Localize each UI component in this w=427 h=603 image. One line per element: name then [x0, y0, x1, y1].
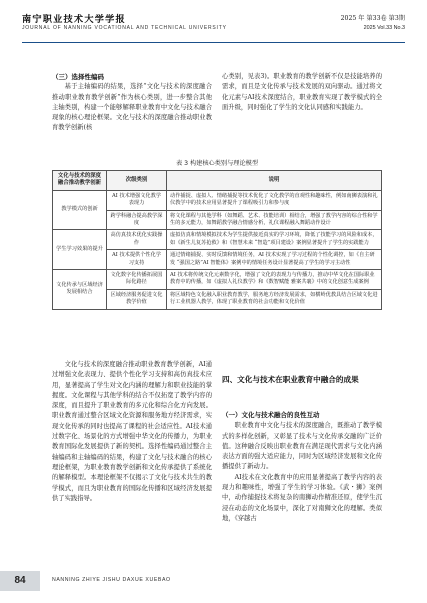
volume-issue-en: 2025 Vol.33 No.3 — [363, 25, 405, 31]
journal-header — [22, 9, 405, 43]
table-header-row — [53, 171, 382, 191]
table-cell-subcategory: 文化数字化传播拓展国际化路径 — [107, 270, 167, 290]
table-caption: 表 3 构建核心类别与理论模型 — [175, 160, 259, 167]
table-cell-subcategory: 跨学科融合提高教学深度 — [107, 210, 167, 230]
table-row — [53, 270, 382, 290]
table-cell-description: 动作捕捉、虚拟人、情绪捕捉等技术优化了文化教学的直观性和趣味性，例如南狮表演和礼仪教学中的技术应用显著提升了课程吸引力和参与度 — [167, 190, 382, 210]
table-row — [53, 230, 382, 250]
table-cell-dimension: 学生学习效果的提升 — [53, 230, 107, 270]
table-cell-subcategory: AI 技术提供个性化学习支持 — [107, 250, 167, 270]
table-header-description: 说明 — [167, 171, 382, 191]
framework-summary-paragraph: 文化与技术的深度融合推动职业教育教学创新，AI通过增强文化表现力、提供个性化学习支持和高仿真技术应用，显著提高了学生对文化内涵的理解力和职业技能的掌握度。文化课程与其他学科的结合不仅拓宽了教学内容的深度，而且提升了职业教育的多元化和综合化方向发展。职业教育通过整合区域文化资源和服务地方经济需求，实现文化传承的同时也提高了课程的社会适应性。AI技术通过数字化、场景化的方式增强中华文化的传播力，为职业教育国际化发展提供了新的契机。选择性编码通过整合主轴编码和主轴编码的结果，构建了文化与技术融合的核心理论框架，为职业教育教学创新和文化传承提供了系统化的解释模型。本理论框架不仅揭示了文化与技术共生的教学模式，而且为职业教育的国际化传播和区域经济发展提供了实践指导。 — [52, 361, 212, 502]
table-row — [53, 190, 382, 210]
journal-title-en: JOURNAL OF NANNING VOCATIONAL AND TECHNICAL UNIVERSITY — [22, 25, 227, 31]
right-column-top — [222, 72, 382, 113]
left-column-bottom — [52, 360, 212, 504]
page-number: 84 — [0, 571, 40, 591]
table-cell-description: AI 技术将传统文化元素数字化，增强了文化的表现力与传播力，推动中华文化在国际职业教育中的传播，如《虚拟人礼仪教学》和《数智赋能 雅案共襄》中的文化创意生成案例 — [167, 270, 382, 290]
table-cell-subcategory: 高仿真技术优化实践操作 — [107, 230, 167, 250]
volume-issue-cn: 2025 年 第33卷 第3期 — [340, 15, 405, 22]
section-title: 四、文化与技术在职业教育中融合的成果 — [222, 375, 359, 384]
table-header-subcategory: 次级类别 — [107, 171, 167, 191]
positive-interaction-subhead: （一）文化与技术融合的良性互动 — [222, 411, 320, 419]
right-column-bottom — [222, 410, 382, 524]
table-cell-description: 将文化课程与其他学科（如舞蹈、艺术、技能培训）相结合，增强了教学内容的综合性和学生的多元能力，如舞蹈教学融合情感分析，礼仪课程融入舞蹈动作设计 — [167, 210, 382, 230]
positive-interaction-paragraph-1: 职业教育中文化与技术的深度融合，既推动了教学模式的多样化创新，又彰显了技术与文化传承交融的广泛价值。这种融合反映出职业教育在满足现代需求与文化内涵表达方面的强大适应能力，同时为区域经济发展和文化传播提供了新动力。 — [222, 422, 382, 471]
table-cell-dimension: 文化传承与区域经济发展相结合 — [53, 270, 107, 310]
table-cell-subcategory: 区域经济服务促进文化教学价值 — [107, 289, 167, 309]
core-category-paragraph: 心类别，见表3)。职业教育的教学创新不仅是技能培养的需求，而且是文化传承与技术发展的双向驱动。通过将文化元素与AI技术深度结合，职业教育实现了教学模式的全面升级，同时强化了学生的文化认同感和实践能力。 — [222, 73, 382, 111]
page-footer — [0, 571, 427, 591]
table-cell-subcategory: AI 技术增强文化教学表现力 — [107, 190, 167, 210]
core-category-table — [52, 170, 382, 310]
selective-coding-paragraph: 基于主轴编码的结果，选择“文化与技术的深度融合推动职业教育教学创新”作为核心类别，进一步整合其他主轴类别，构建一个能够解释职业教育中文化与技术融合现象的核心理论框架。文化与技术的深度融合推动职业教育教学创新(核 — [52, 83, 212, 132]
selective-coding-subhead: （三）选择性编码 — [52, 73, 104, 81]
table-cell-description: 将区域特色文化融入职业教育教学，服务地方经济发展需求，如横岭优教具结合区域文化进行工业机器人教学，体现了职业教育的社会功能和文化价值 — [167, 289, 382, 309]
left-column-top — [52, 72, 212, 134]
table-cell-dimension: 教学模式的创新 — [53, 190, 107, 230]
table-cell-description: 通过情绪捕捉、实时反馈和情境任务，AI 技术实现了学习过程的个性化调控，如《自主研发 “强国之路”AI 智能体》案例中的情境任务设计显著提高了学生的学习主动性 — [167, 250, 382, 270]
footer-running-text: NANNING ZHIYE JISHU DAXUE XUEBAO — [52, 577, 171, 583]
table-header-dimension: 文化与技术的深度融合推动教学创新 — [53, 171, 107, 191]
table-cell-description: 虚拟仿真和情境模拟技术为学生提供接近真实的学习环境，降低了技能学习的风险和成本，如《新生儿复苏抢救》和《智慧未来 “智造”项目建设》案例显著提升了学生的实践能力 — [167, 230, 382, 250]
journal-title-cn: 南宁职业技术大学学报 — [22, 14, 126, 25]
positive-interaction-paragraph-2: AI技术在文化教育中的应用显著提高了教学内容的表现力和趣味性，增强了学生的学习体验。《武・狮》案例中，动作捕捉技术将复杂的南狮动作精准还原，使学生沉浸在动态的文化场景中，深化了对南狮文化的理解。类似地，《穿越古 — [222, 473, 382, 522]
